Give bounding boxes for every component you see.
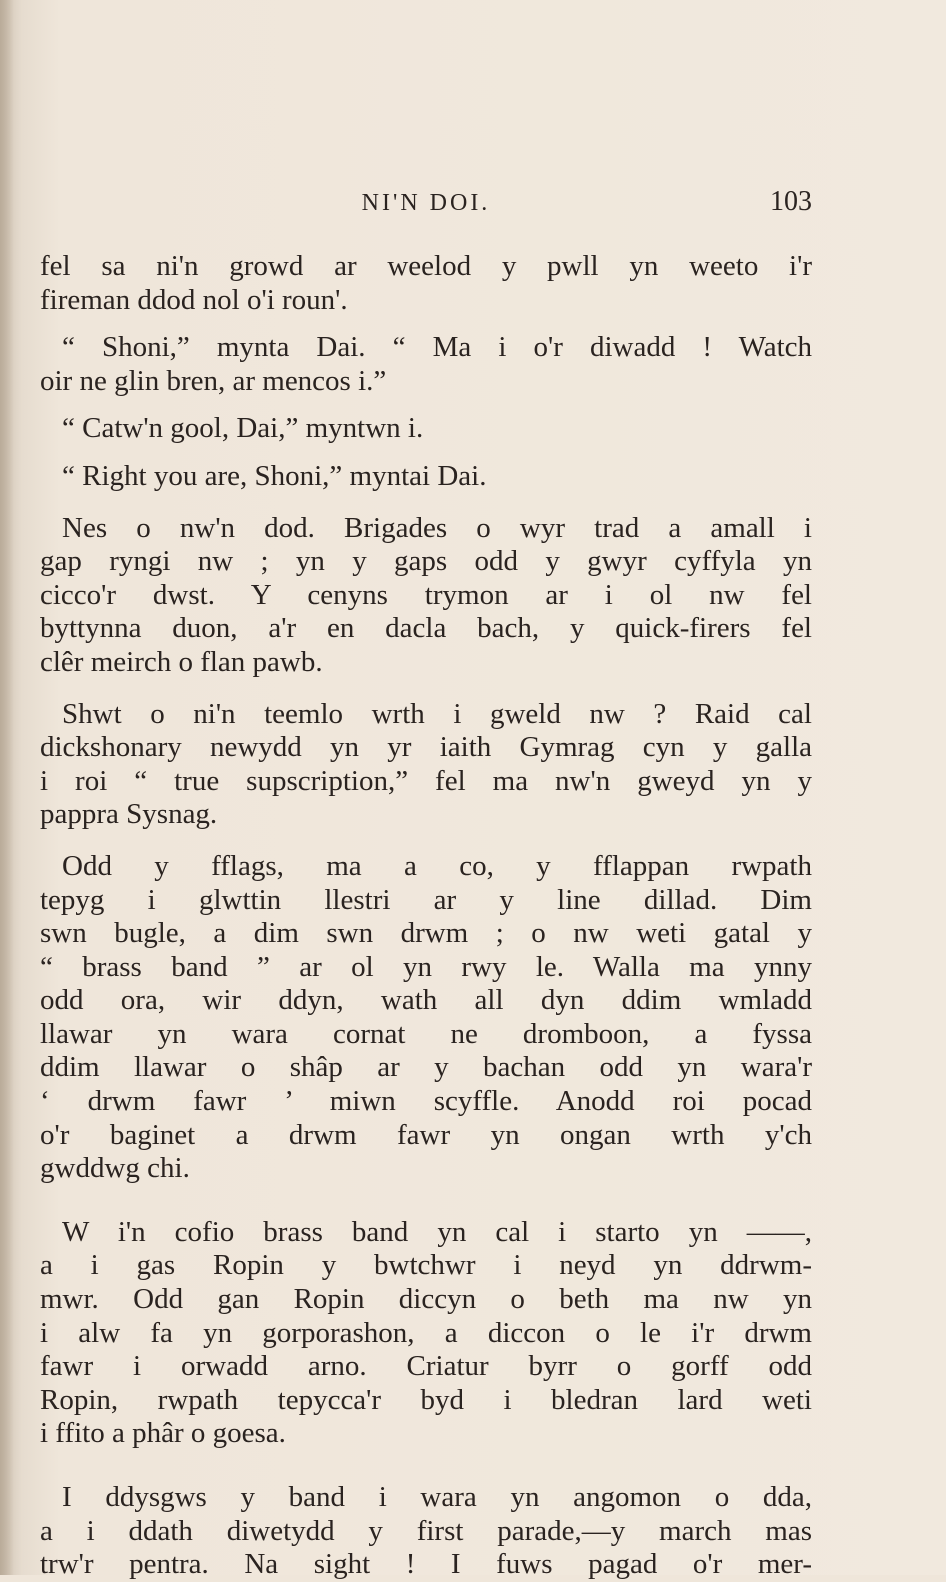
text-line: pappra Sysnag. xyxy=(40,798,218,831)
paragraph xyxy=(40,460,812,494)
text-line: llawar yn wara cornat ne dromboon, a fyssa xyxy=(40,1017,812,1050)
text-line: o'r baginet a drwm fawr yn ongan wrth y'ch xyxy=(40,1118,812,1151)
paragraph xyxy=(40,1481,812,1582)
text-line: i ffito a phâr o goesa. xyxy=(40,1417,286,1450)
body-text xyxy=(40,250,812,1582)
text-line: i roi “ true supscription,” fel ma nw'n gweyd yn y xyxy=(40,764,812,797)
text-line: “ brass band ” ar ol yn rwy le. Walla ma ynny xyxy=(40,950,812,983)
text-line: Shwt o ni'n teemlo wrth i gweld nw ? Raid cal xyxy=(62,697,812,730)
paragraph xyxy=(40,331,812,398)
text-line: byttynna duon, a'r en dacla bach, y quick-firers fel xyxy=(40,612,812,645)
text-line: Ropin, rwpath tepycca'r byd i bledran lard weti xyxy=(40,1383,812,1416)
paragraph xyxy=(40,850,812,1186)
text-line: gwddwg chi. xyxy=(40,1152,190,1185)
text-line: i alw fa yn gorporashon, a diccon o le i'r drwm xyxy=(40,1316,812,1349)
text-line: tepyg i glwttin llestri ar y line dillad. Dim xyxy=(40,883,812,916)
text-line: clêr meirch o flan pawb. xyxy=(40,645,323,678)
paragraph xyxy=(40,512,812,680)
text-line: dickshonary newydd yn yr iaith Gymrag cyn y galla xyxy=(40,731,812,764)
paragraph xyxy=(40,698,812,832)
paragraph xyxy=(40,1216,812,1451)
gutter-shadow xyxy=(0,0,14,1575)
text-line: a i gas Ropin y bwtchwr i neyd yn ddrwm- xyxy=(40,1249,812,1282)
text-line: W i'n cofio brass band yn cal i starto yn ——, xyxy=(62,1215,812,1248)
text-line: gap ryngi nw ; yn y gaps odd y gwyr cyffyla yn xyxy=(40,545,812,578)
text-line: odd ora, wir ddyn, wath all dyn ddim wmladd xyxy=(40,984,812,1017)
text-line: swn bugle, a dim swn drwm ; o nw weti gatal y xyxy=(40,917,812,950)
text-line: fawr i orwadd arno. Criatur byrr o gorff odd xyxy=(40,1350,812,1383)
text-line: cicco'r dwst. Y cenyns trymon ar i ol nw fel xyxy=(40,578,812,611)
text-line: oir ne glin bren, ar mencos i.” xyxy=(40,364,387,397)
text-line: “ Right you are, Shoni,” myntai Dai. xyxy=(62,459,487,492)
text-line: mwr. Odd gan Ropin diccyn o beth ma nw yn xyxy=(40,1283,812,1316)
text-line: I ddysgws y band i wara yn angomon o dda, xyxy=(62,1481,812,1513)
text-line: fireman ddod nol o'i roun'. xyxy=(40,283,348,316)
text-line: “ Shoni,” mynta Dai. “ Ma i o'r diwadd ! Watch xyxy=(62,331,812,364)
text-line: a i ddath diwetydd y first parade,—y march mas xyxy=(40,1514,812,1547)
paragraph xyxy=(40,250,812,317)
text-line: fel sa ni'n growd ar weelod y pwll yn weeto i'r xyxy=(40,250,812,282)
text-line: ddim llawar o shâp ar y bachan odd yn wara'r xyxy=(40,1051,812,1084)
paragraph xyxy=(40,412,812,446)
text-line: Nes o nw'n dod. Brigades o wyr trad a amall i xyxy=(62,511,812,544)
page-number: 103 xyxy=(770,186,812,217)
page-header xyxy=(40,184,812,224)
running-head: NI'N DOI. xyxy=(361,190,491,216)
text-line: trw'r pentra. Na sight ! I fuws pagad o'r mer- xyxy=(40,1548,812,1581)
text-line: “ Catw'n gool, Dai,” myntwn i. xyxy=(62,412,424,445)
text-line: ‘ drwm fawr ’ miwn scyffle. Anodd roi pocad xyxy=(40,1085,812,1118)
text-line: Odd y fflags, ma a co, y fflappan rwpath xyxy=(62,849,812,882)
